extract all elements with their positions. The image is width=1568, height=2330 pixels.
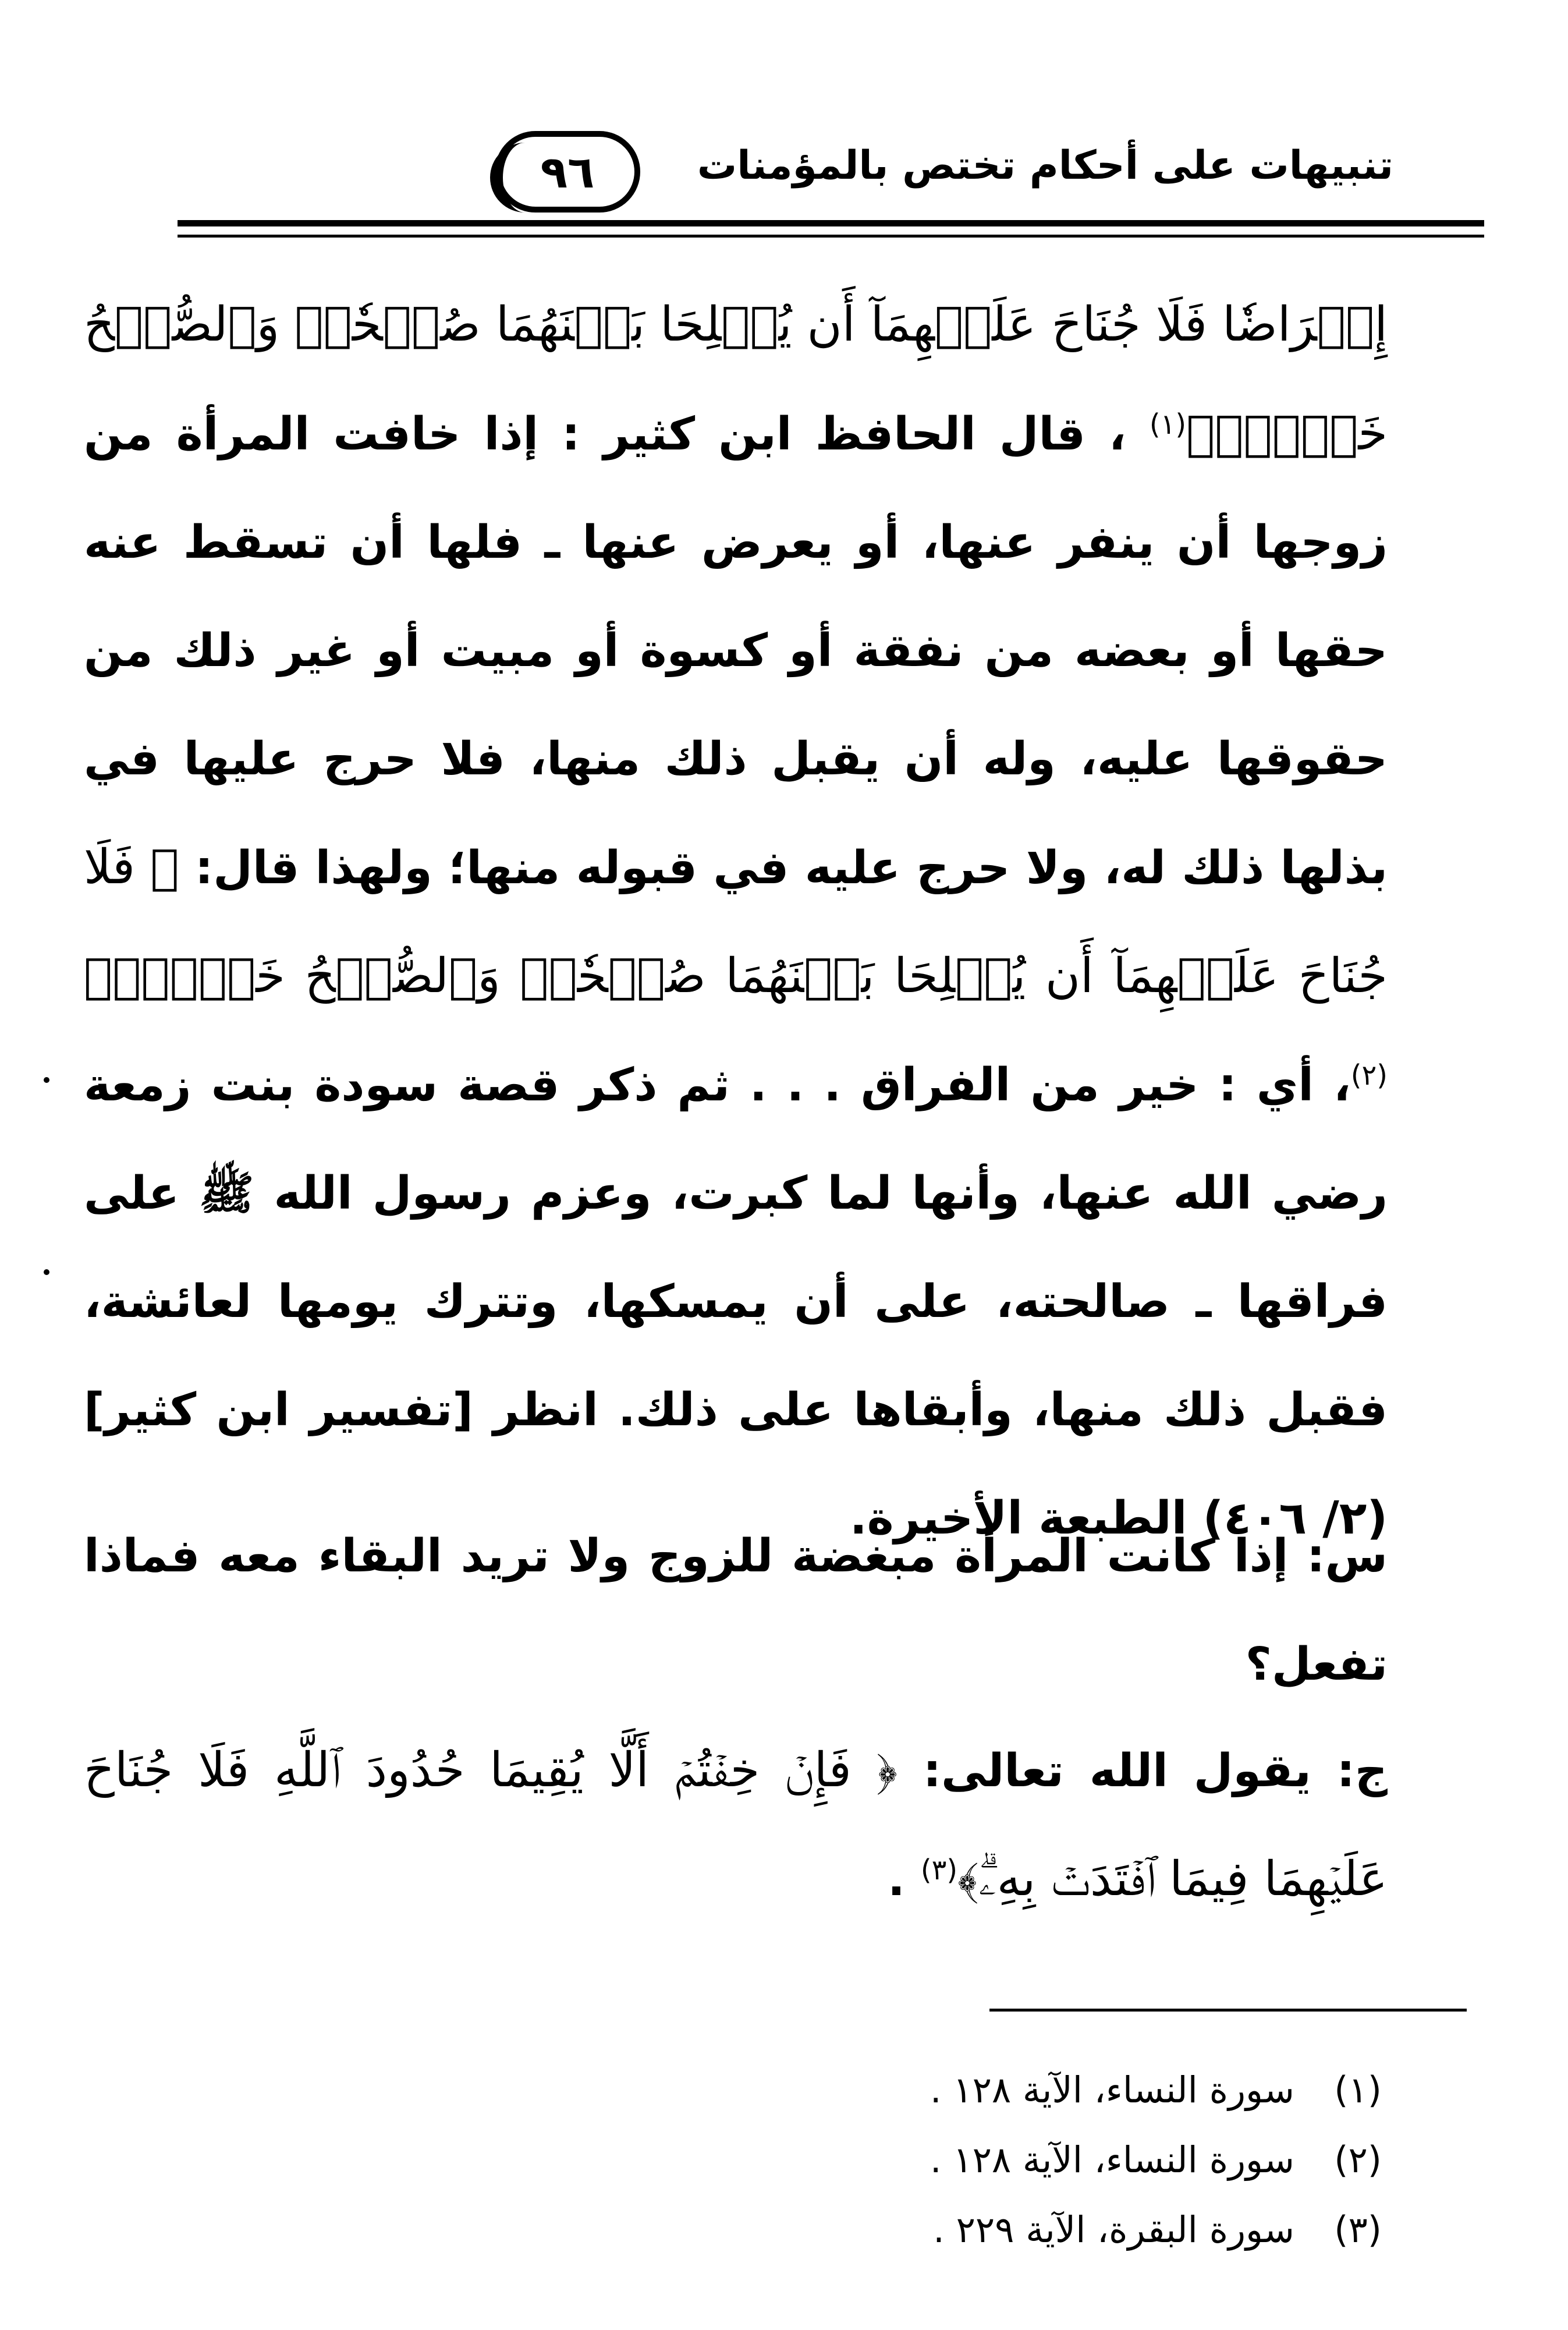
- answer-lead: ج: يقول الله تعالى:: [923, 1745, 1388, 1797]
- footnote: [218, 2204, 1382, 2256]
- footnote-text: سورة النساء، الآية ١٢٨ .: [930, 2138, 1294, 2181]
- footnote-text: سورة النساء، الآية ١٢٨ .: [930, 2069, 1294, 2111]
- footnote-number: (٣): [1334, 2208, 1382, 2251]
- answer-paragraph: [84, 1716, 1388, 1934]
- quran-verse-1: إِعۡرَاضٗا فَلَا جُنَاحَ عَلَيۡهِمَآ أَن يُصۡلِحَا بَيۡنَهُمَا صُلۡحٗاۚ وَٱلصُّلۡحُ خَيۡرٞۗ﴾: [84, 297, 1388, 461]
- answer-tail: .: [888, 1854, 905, 1906]
- page-number: ٩٦: [495, 131, 640, 213]
- footnote-number: (١): [1334, 2069, 1382, 2111]
- footnote-ref-1: (١): [1149, 408, 1187, 441]
- margin-speck: [44, 1077, 49, 1083]
- question-paragraph: س: إذا كانت المرأة مبغضة للزوج ولا تريد البقاء معه فماذا تفعل؟: [84, 1530, 1388, 1691]
- quran-verse-3: ﴿ فَإِنۡ خِفۡتُمۡ أَلَّا يُقِيمَا حُدُودَ ٱللَّهِ فَلَا جُنَاحَ عَلَيۡهِمَا فِيمَا ٱفۡتَدَتۡ بِهِۦۗ﴾: [84, 1743, 1388, 1907]
- commentary-text-2: ، أي : خير من الفراق . . . ثم ذكر قصة سودة بنت زمعة رضي الله عنها، وأنها لما كبرت، وعزم رسول الله ﷺ على فراقها ـ صالحته، على أن يمسكها، وتترك يومها لعائشة، فقبل ذلك منها، وأبقاها على ذلك. انظر [تفسير ابن كثير] (٢/ ٤٠٦) الطبعة الأخيرة.: [84, 1059, 1388, 1545]
- margin-speck: [44, 1269, 49, 1275]
- header-rule-thin: [178, 235, 1484, 238]
- quran-verse-2: ﴿ فَلَا جُنَاحَ عَلَيۡهِمَآ أَن يُصۡلِحَا بَيۡنَهُمَا صُلۡحٗاۚ وَٱلصُّلۡحُ خَيۡرٞۗ﴾: [84, 840, 1388, 1004]
- footnote: [218, 2064, 1382, 2116]
- running-title: تنبيهات على أحكام تختص بالمؤمنات: [697, 143, 1393, 189]
- commentary-text-1: ، قال الحافظ ابن كثير : إذا خافت المرأة من زوجها أن ينفر عنها، أو يعرض عنها ـ فلها أن تسقط عنه حقها أو بعضه من نفقة أو كسوة أو مبيت أو غير ذلك من حقوقها عليه، وله أن يقبل ذلك منها، فلا حرج عليها في بذلها ذلك له، ولا حرج عليه في قبوله منها؛ ولهذا قال:: [84, 408, 1388, 894]
- header-rule-thick: [178, 220, 1484, 226]
- footnote-ref-2: (٢): [1350, 1059, 1388, 1092]
- footnote-text: سورة البقرة، الآية ٢٢٩ .: [933, 2208, 1294, 2251]
- footnote-separator: [989, 2009, 1467, 2012]
- footnote-ref-3: (٣): [920, 1854, 958, 1886]
- footnote: [218, 2134, 1382, 2186]
- footnote-number: (٢): [1334, 2138, 1382, 2181]
- paragraph-commentary: [84, 271, 1388, 1573]
